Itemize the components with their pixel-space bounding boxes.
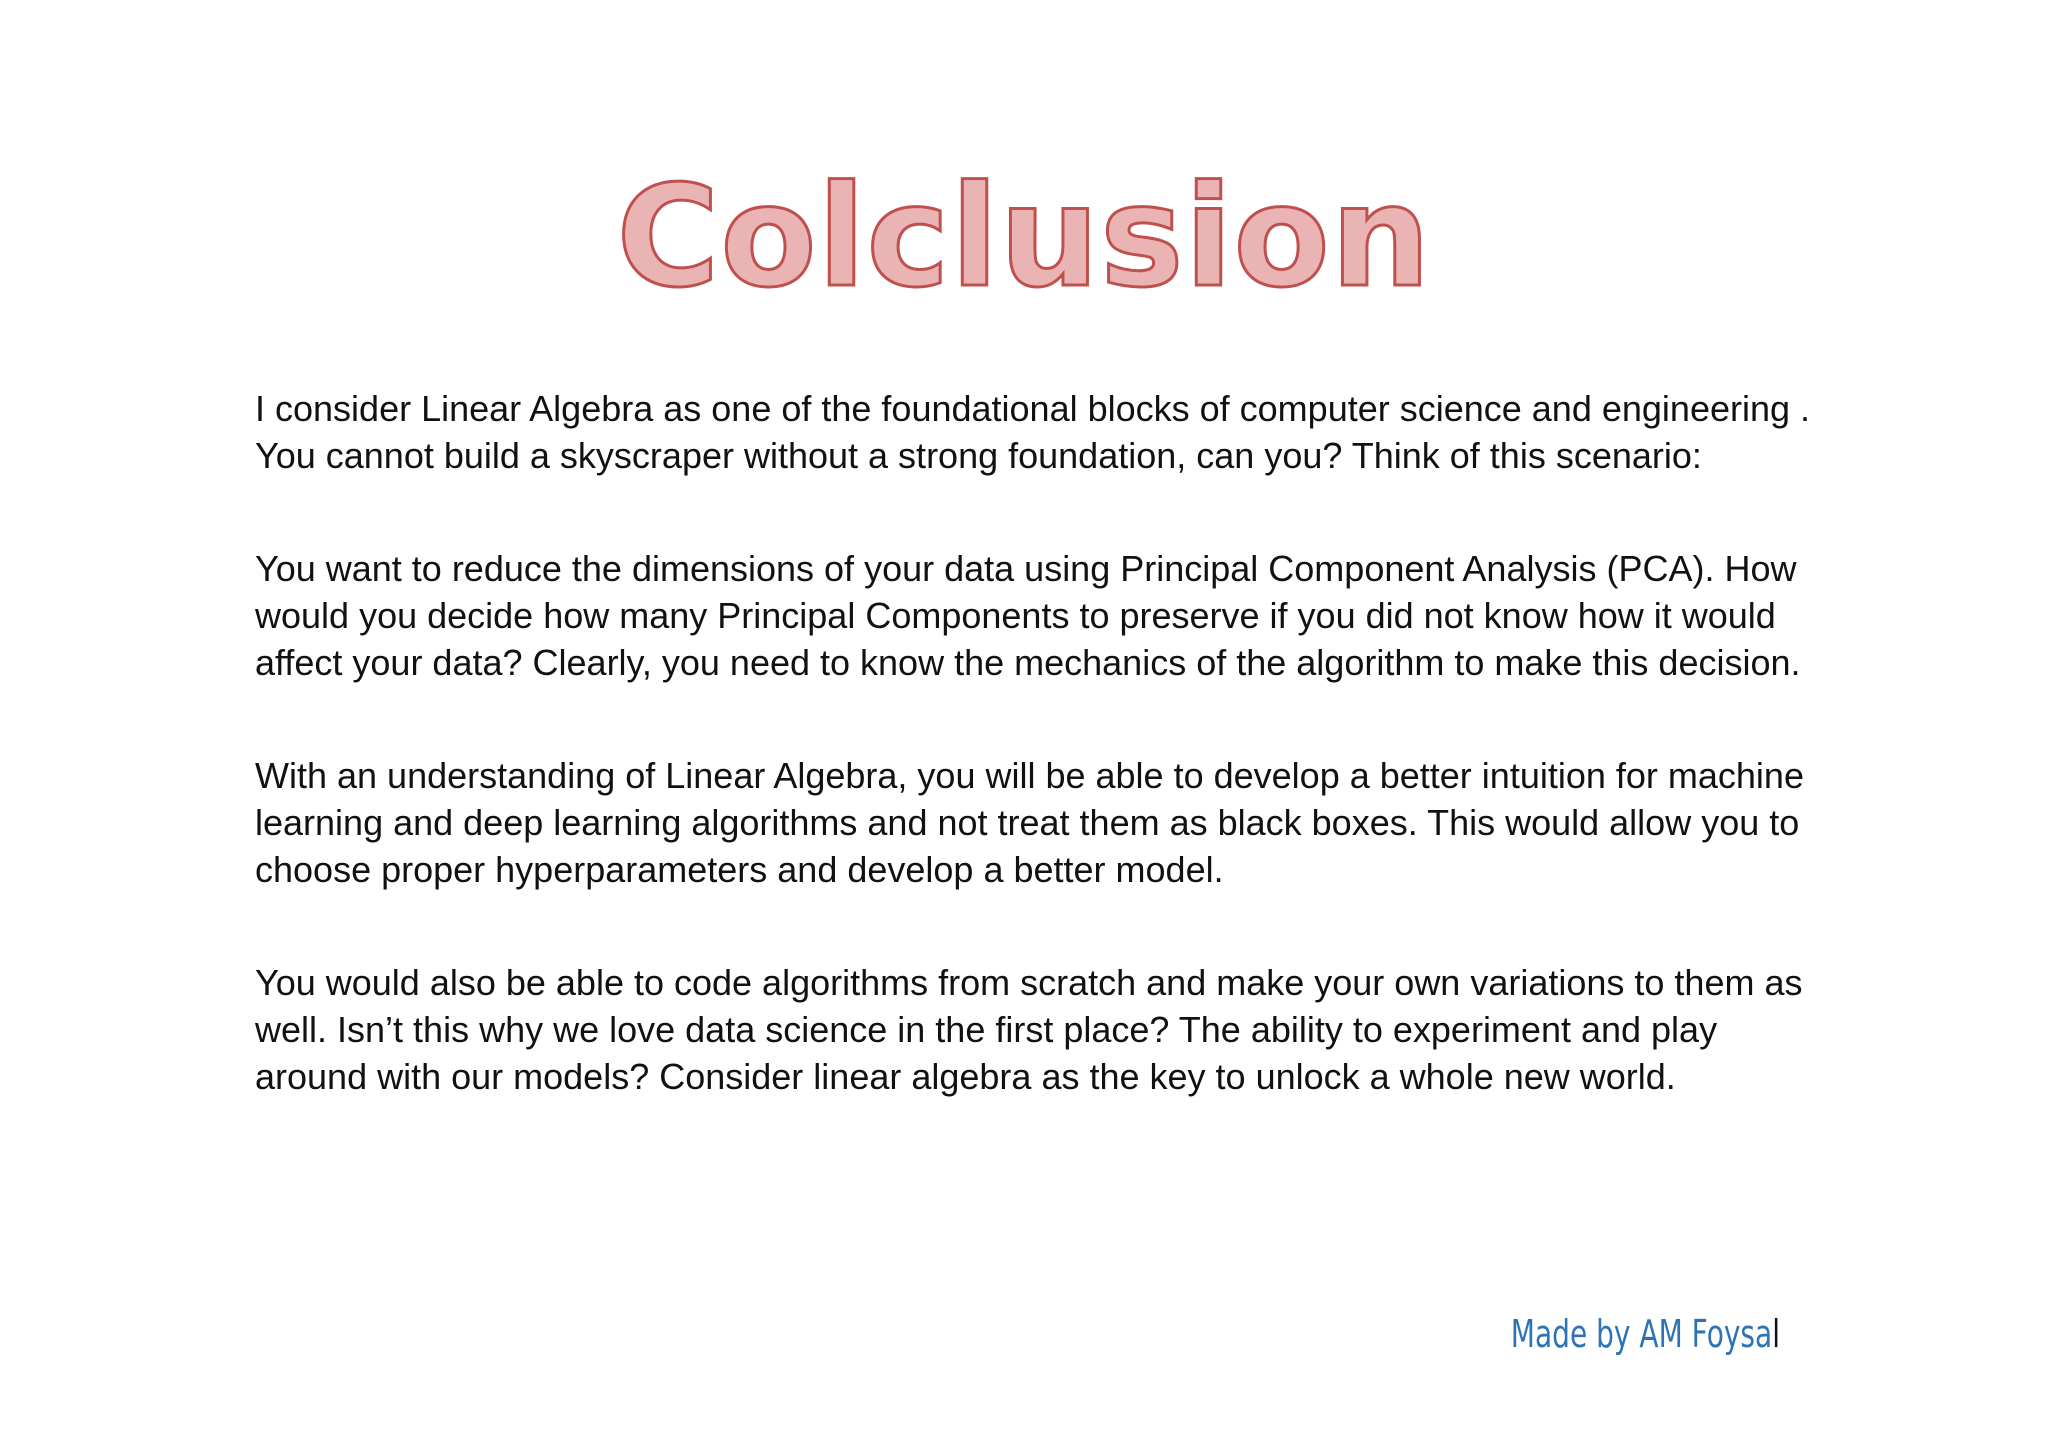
author-credit [1304,1310,1780,1358]
slide-title: Colclusion [616,156,1432,319]
author-credit-text: Made by AM Foysa [1510,1312,1773,1356]
paragraph-1: I consider Linear Algebra as one of the foundational blocks of computer science and engineering . You cannot build a skyscraper without a strong foundation, can you? Think of this scenario: [255,388,1811,476]
paragraph-4: You would also be able to code algorithms from scratch and make your own variations to them as well. Isn’t this why we love data science in the first place? The ability to experiment and play around with our models? Consider linear algebra as the key to unlock a whole new world. [255,962,1803,1097]
paragraph-3: With an understanding of Linear Algebra, you will be able to develop a better intuition for machine learning and deep learning algorithms and not treat them as black boxes. This would allow you to choose proper hyperparameters and develop a better model. [255,755,1804,890]
author-credit-tail: l [1772,1312,1780,1356]
body-text [255,385,1835,1166]
paragraph-2: You want to reduce the dimensions of your data using Principal Component Analysis (PCA). How would you decide how many Principal Components to preserve if you did not know how it would affect your data? Clearly, you need to know the mechanics of the algorithm to make this decision. [255,548,1801,683]
